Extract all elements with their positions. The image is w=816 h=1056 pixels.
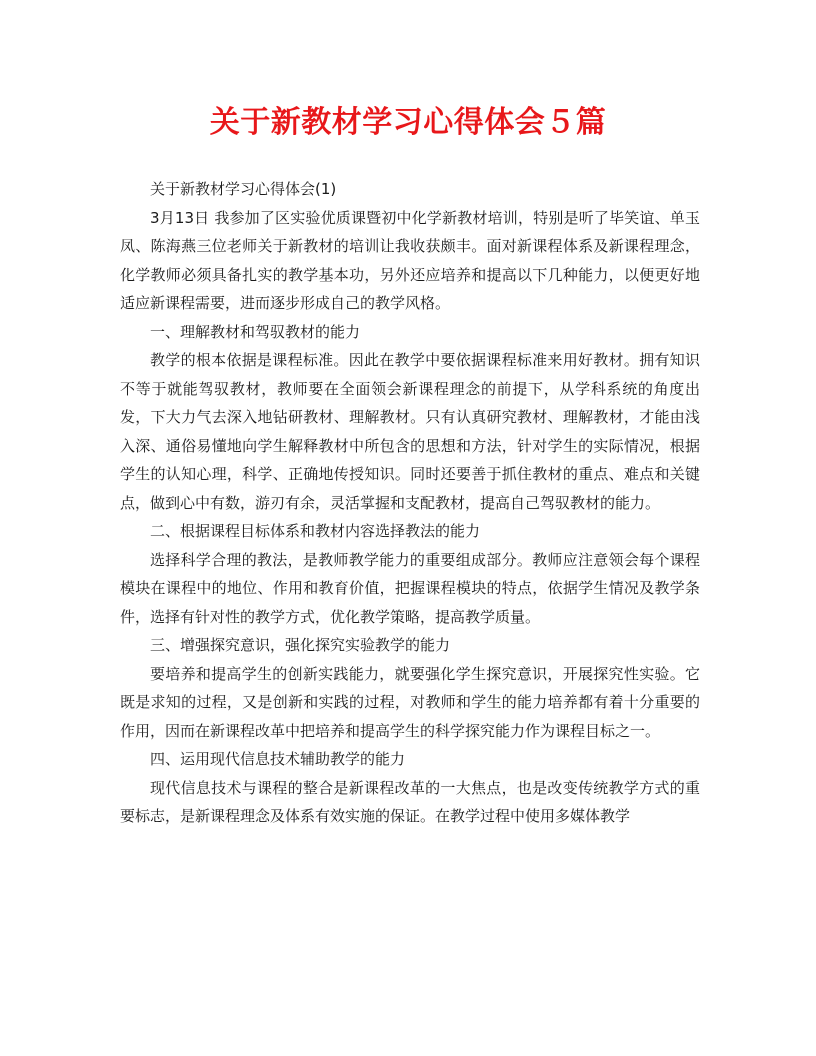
body-paragraph: 教学的根本依据是课程标准。因此在教学中要依据课程标准来用好教材。拥有知识不等于就能驾驭教材，教师要在全面领会新课程理念的前提下，从学科系统的角度出发，下大力气去深入地钻研教材、理解教材。只有认真研究教材、理解教材，才能由浅入深、通俗易懂地向学生解释教材中所包含的思想和方法，针对学生的实际情况，根据学生的认知心理，科学、正确地传授知识。同时还要善于抓住教材的重点、难点和关键点，做到心中有数，游刃有余，灵活掌握和支配教材，提高自己驾驭教材的能力。 [120, 351, 700, 512]
document-body [120, 175, 700, 831]
section-heading: 二、根据课程目标体系和教材内容选择教法的能力 [150, 522, 481, 540]
body-paragraph: 现代信息技术与课程的整合是新课程改革的一大焦点，也是改变传统教学方式的重要标志，是新课程理念及体系有效实施的保证。在教学过程中使用多媒体教学 [120, 778, 700, 825]
section-heading: 三、增强探究意识，强化探究实验教学的能力 [150, 636, 451, 654]
section-heading: 四、运用现代信息技术辅助教学的能力 [150, 750, 406, 768]
subtitle-paragraph: 关于新教材学习心得体会(1) [150, 180, 337, 198]
section-heading: 一、理解教材和驾驭教材的能力 [150, 322, 361, 341]
document-title: 关于新教材学习心得体会５篇 [209, 105, 607, 140]
body-paragraph: 3月13日 我参加了区实验优质课暨初中化学新教材培训，特别是听了毕笑谊、单玉凤、陈海燕三位老师关于新教材的培训让我收获颇丰。面对新课程体系及新课程理念，化学教师必须具备扎实的教学基本功，另外还应培养和提高以下几种能力，以便更好地适应新课程需要，进而逐步形成自己的教学风格。 [120, 208, 700, 312]
body-paragraph: 选择科学合理的教法，是教师教学能力的重要组成部分。教师应注意领会每个课程模块在课程中的地位、作用和教育价值，把握课程模块的特点，依据学生情况及教学条件，选择有针对性的教学方式，优化教学策略，提高教学质量。 [120, 550, 700, 626]
body-paragraph: 要培养和提高学生的创新实践能力，就要强化学生探究意识，开展探究性实验。它既是求知的过程，又是创新和实践的过程，对教师和学生的能力培养都有着十分重要的作用，因而在新课程改革中把培养和提高学生的科学探究能力作为课程目标之一。 [120, 664, 700, 740]
